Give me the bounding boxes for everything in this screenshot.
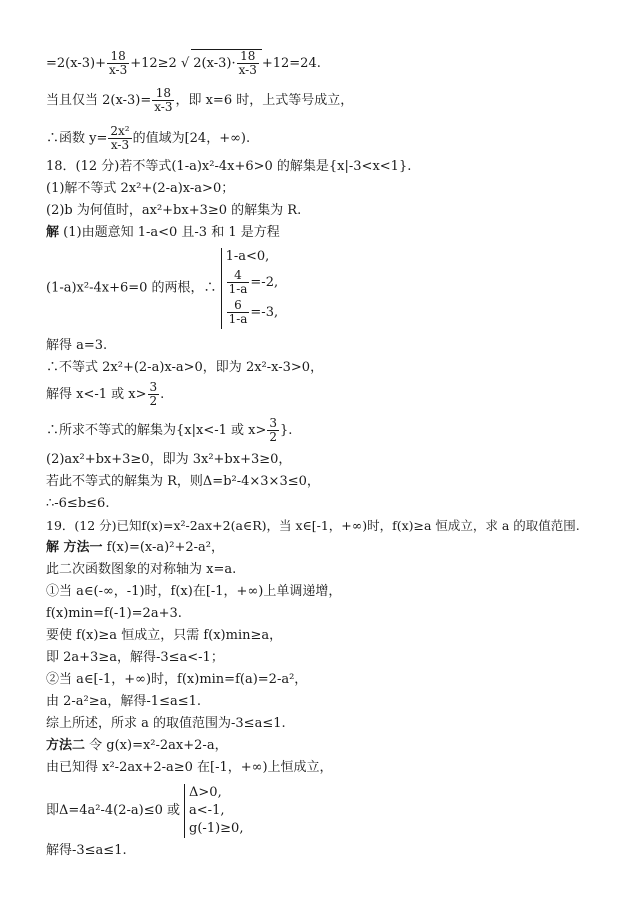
line-10: ∴不等式 2x²+(2-a)x-a>0，即为 2x²-x-3>0，	[46, 360, 324, 375]
numerator: 18	[107, 50, 129, 64]
numerator: 3	[149, 380, 158, 394]
text: }.	[280, 423, 293, 438]
system-row	[226, 299, 279, 326]
line-25: 综上所述，所求 a 的取值范围为-3≤a≤1.	[46, 716, 286, 731]
text: (1)由题意知 1-a<0 且-3 和 1 是方程	[59, 225, 280, 240]
line-4: 18．(12 分)若不等式(1-a)x²-4x+6>0 的解集是{x|-3<x<1}.	[46, 159, 412, 174]
line-21: 要使 f(x)≥a 恒成立，只需 f(x)min≥a，	[46, 628, 283, 643]
text: 即Δ=4a²-4(2-a)≤0 或	[46, 803, 181, 818]
line-12	[46, 417, 292, 444]
fraction	[237, 50, 259, 77]
numerator: 2x²	[110, 124, 130, 138]
line-17	[46, 539, 224, 557]
system-row: Δ>0,	[189, 785, 222, 800]
text: =-3,	[250, 305, 279, 320]
line-9: 解得 a=3.	[46, 338, 108, 353]
system-brace	[221, 248, 279, 329]
line-18: 此二次函数图象的对称轴为 x=a.	[46, 562, 237, 577]
denominator: x-3	[238, 63, 257, 77]
text: =-2,	[250, 275, 279, 290]
line-14: 若此不等式的解集为 R，则Δ=b²-4×3×3≤0，	[46, 474, 320, 489]
system-row: 1-a<0,	[225, 249, 270, 264]
line-7	[46, 224, 280, 242]
line-6: (2)b 为何值时，ax²+bx+3≥0 的解集为 R.	[46, 203, 302, 218]
line-27: 由已知得 x²-2ax+2-a≥0 在[-1，+∞)上恒成立，	[46, 760, 333, 775]
system-row: a<-1,	[189, 803, 225, 818]
denominator: x-3	[108, 63, 128, 77]
text: ∴函数 y=	[46, 131, 108, 146]
text: +12≥2	[130, 56, 177, 71]
text: 的值域为[24，+∞).	[132, 131, 251, 146]
numerator: 18	[152, 87, 174, 101]
line-20: f(x)min=f(-1)=2a+3.	[46, 606, 182, 621]
text: 令 g(x)=x²-2ax+2-a，	[85, 738, 228, 753]
line-3	[46, 125, 250, 152]
numerator: 18	[237, 50, 259, 64]
text: (1-a)x²-4x+6=0 的两根，∴	[46, 280, 217, 296]
denominator: x-3	[110, 138, 130, 152]
fraction	[227, 299, 250, 326]
text: .	[160, 387, 165, 402]
text: ∴所求不等式的解集为{x|x<-1 或 x>	[46, 423, 267, 438]
fraction	[148, 381, 160, 408]
line-26	[46, 737, 228, 755]
denominator: 1-a	[228, 312, 248, 326]
line-2	[46, 87, 353, 114]
line-5: (1)解不等式 2x²+(2-a)x-a>0；	[46, 181, 235, 196]
fraction	[107, 50, 129, 77]
denominator: 2	[269, 430, 277, 444]
fraction	[267, 417, 279, 444]
numerator: 4	[227, 269, 250, 283]
numerator: 3	[269, 416, 277, 430]
line-28	[46, 784, 243, 838]
fraction	[227, 269, 250, 296]
line-11	[46, 381, 164, 408]
denominator: x-3	[154, 100, 173, 114]
fraction	[108, 125, 131, 152]
text: 2(x-3)·	[193, 56, 236, 71]
bold-label: 解 方法一	[46, 540, 103, 555]
text: 当且仅当 2(x-3)=	[46, 93, 152, 108]
numerator: 6	[227, 299, 250, 313]
line-13: (2)ax²+bx+3≥0，即为 3x²+bx+3≥0，	[46, 452, 292, 467]
line-8	[46, 248, 278, 329]
sqrt-body	[191, 49, 262, 77]
line-29: 解得-3≤a≤1.	[46, 843, 127, 858]
fraction	[152, 87, 174, 114]
sqrt-sign: √	[180, 56, 190, 71]
system-brace	[184, 784, 243, 838]
line-15: ∴-6≤b≤6.	[46, 496, 110, 511]
line-19: ①当 a∈(-∞，-1)时，f(x)在[-1，+∞)上单调递增，	[46, 584, 342, 599]
bold-label: 解	[46, 225, 60, 240]
bold-label: 方法二	[46, 738, 86, 753]
line-24: 由 2-a²≥a，解得-1≤a≤1.	[46, 694, 202, 709]
text: =2(x-3)+	[46, 56, 106, 71]
text: 解得 x<-1 或 x>	[46, 387, 147, 402]
denominator: 1-a	[228, 282, 248, 296]
text: ，即 x=6 时，上式等号成立，	[175, 93, 354, 108]
line-23: ②当 a∈[-1，+∞)时，f(x)min=f(a)=2-a²，	[46, 672, 308, 687]
line-22: 即 2a+3≥a，解得-3≤a<-1；	[46, 650, 224, 665]
text: f(x)=(x-a)²+2-a²，	[102, 540, 224, 555]
line-16: 19．(12 分)已知f(x)=x²-2ax+2(a∈R)，当 x∈[-1，+∞)时，f(x)≥a 恒成立，求 a 的取值范围.	[46, 518, 580, 533]
text: +12=24.	[261, 56, 321, 71]
denominator: 2	[149, 394, 158, 408]
line-1	[46, 49, 321, 77]
system-row: g(-1)≥0,	[189, 821, 244, 836]
system-row	[226, 269, 279, 296]
